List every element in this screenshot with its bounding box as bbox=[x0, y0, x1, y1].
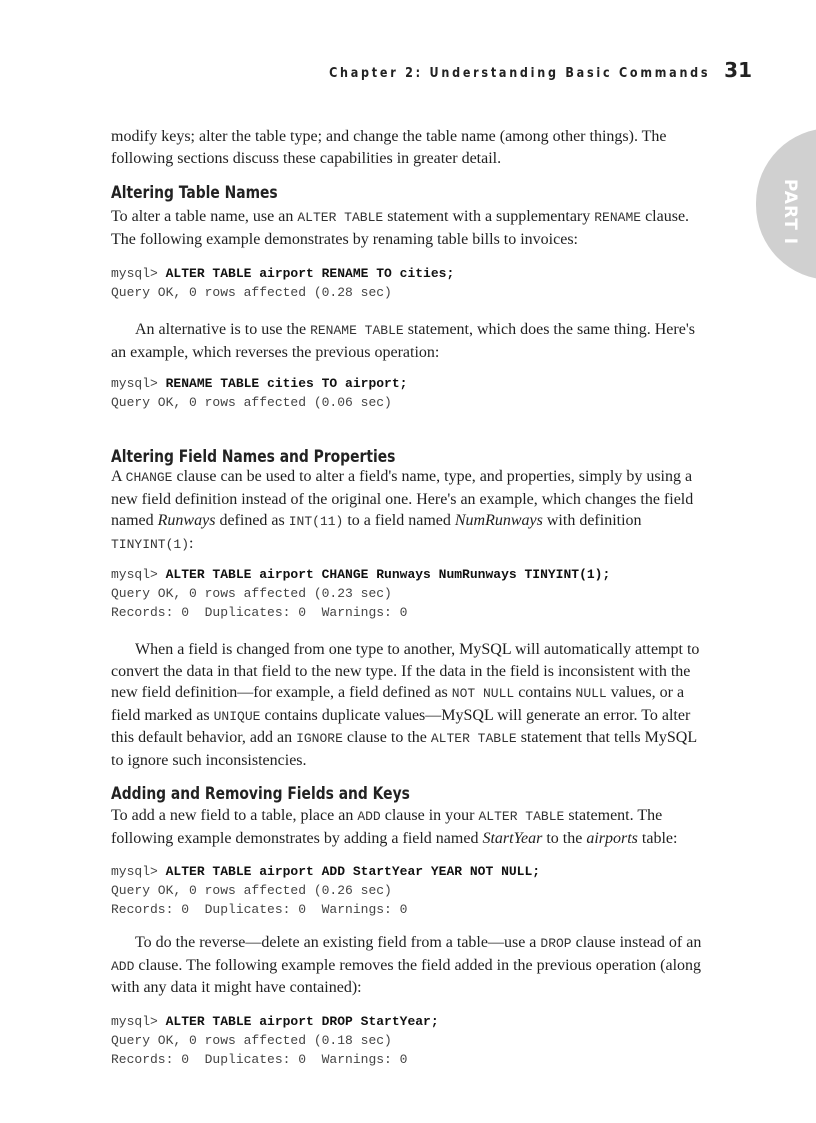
heading-altering-table-names: Altering Table Names bbox=[111, 183, 278, 202]
heading-adding-removing-fields: Adding and Removing Fields and Keys bbox=[111, 784, 410, 803]
section-heading bbox=[111, 446, 711, 466]
page-body bbox=[111, 126, 711, 1069]
code-block: mysql> ALTER TABLE airport DROP StartYear; Query OK, 0 rows affected (0.18 sec) Records: 0 Duplicates: 0 Warnings: 0 bbox=[111, 1014, 439, 1067]
paragraph: To add a new field to a table, place an ADD clause in your ALTER TABLE statement. The following example demonstrates by adding a field named StartYear to the airports table: bbox=[111, 807, 678, 847]
chapter-title: Chapter 2: Understanding Basic Commands bbox=[328, 66, 711, 81]
paragraph: modify keys; alter the table type; and change the table name (among other things). The following sections discuss these capabilities in greater detail. bbox=[111, 128, 667, 167]
paragraph: An alternative is to use the RENAME TABLE statement, which does the same thing. Here's an example, which reverses the previous operation: bbox=[111, 321, 695, 361]
section-heading bbox=[111, 783, 711, 805]
code-block: mysql> ALTER TABLE airport RENAME TO cities; Query OK, 0 rows affected (0.28 sec) bbox=[111, 266, 455, 300]
heading-altering-field-names: Altering Field Names and Properties bbox=[111, 447, 396, 466]
section-heading bbox=[111, 182, 711, 206]
part-tab-label: PART I bbox=[780, 178, 800, 246]
paragraph: To do the reverse—delete an existing field from a table—use a DROP clause instead of an ADD clause. The following example removes the field added in the previous operation (along with any data it might have contained): bbox=[111, 934, 702, 996]
page-number: 31 bbox=[724, 58, 752, 82]
paragraph: A CHANGE clause can be used to alter a field's name, type, and properties, simply by using a new field definition instead of the original one. Here's an example, which changes the field named Runways defined as INT(11) to a field named NumRunways with definition TINYINT(1): bbox=[111, 468, 694, 552]
code-block: mysql> ALTER TABLE airport CHANGE Runways NumRunways TINYINT(1); Query OK, 0 rows affected (0.23 sec) Records: 0 Duplicates: 0 Warnings: 0 bbox=[111, 567, 611, 620]
paragraph: When a field is changed from one type to another, MySQL will automatically attempt to convert the data in that field to the new type. If the data in the field is inconsistent with the new field definition—for example, a field defined as NOT NULL contains NULL values, or a field marked as UNIQUE contains duplicate values—MySQL will generate an error. To alter this default behavior, add an IGNORE clause to the ALTER TABLE statement that tells MySQL to ignore such inconsistencies. bbox=[111, 641, 700, 769]
code-block: mysql> RENAME TABLE cities TO airport; Query OK, 0 rows affected (0.06 sec) bbox=[111, 376, 408, 410]
code-block: mysql> ALTER TABLE airport ADD StartYear YEAR NOT NULL; Query OK, 0 rows affected (0.26 sec) Records: 0 Duplicates: 0 Warnings: 0 bbox=[111, 864, 541, 917]
paragraph: To alter a table name, use an ALTER TABLE statement with a supplementary RENAME clause. The following example demonstrates by renaming table bills to invoices: bbox=[111, 208, 690, 248]
running-header bbox=[267, 58, 752, 82]
